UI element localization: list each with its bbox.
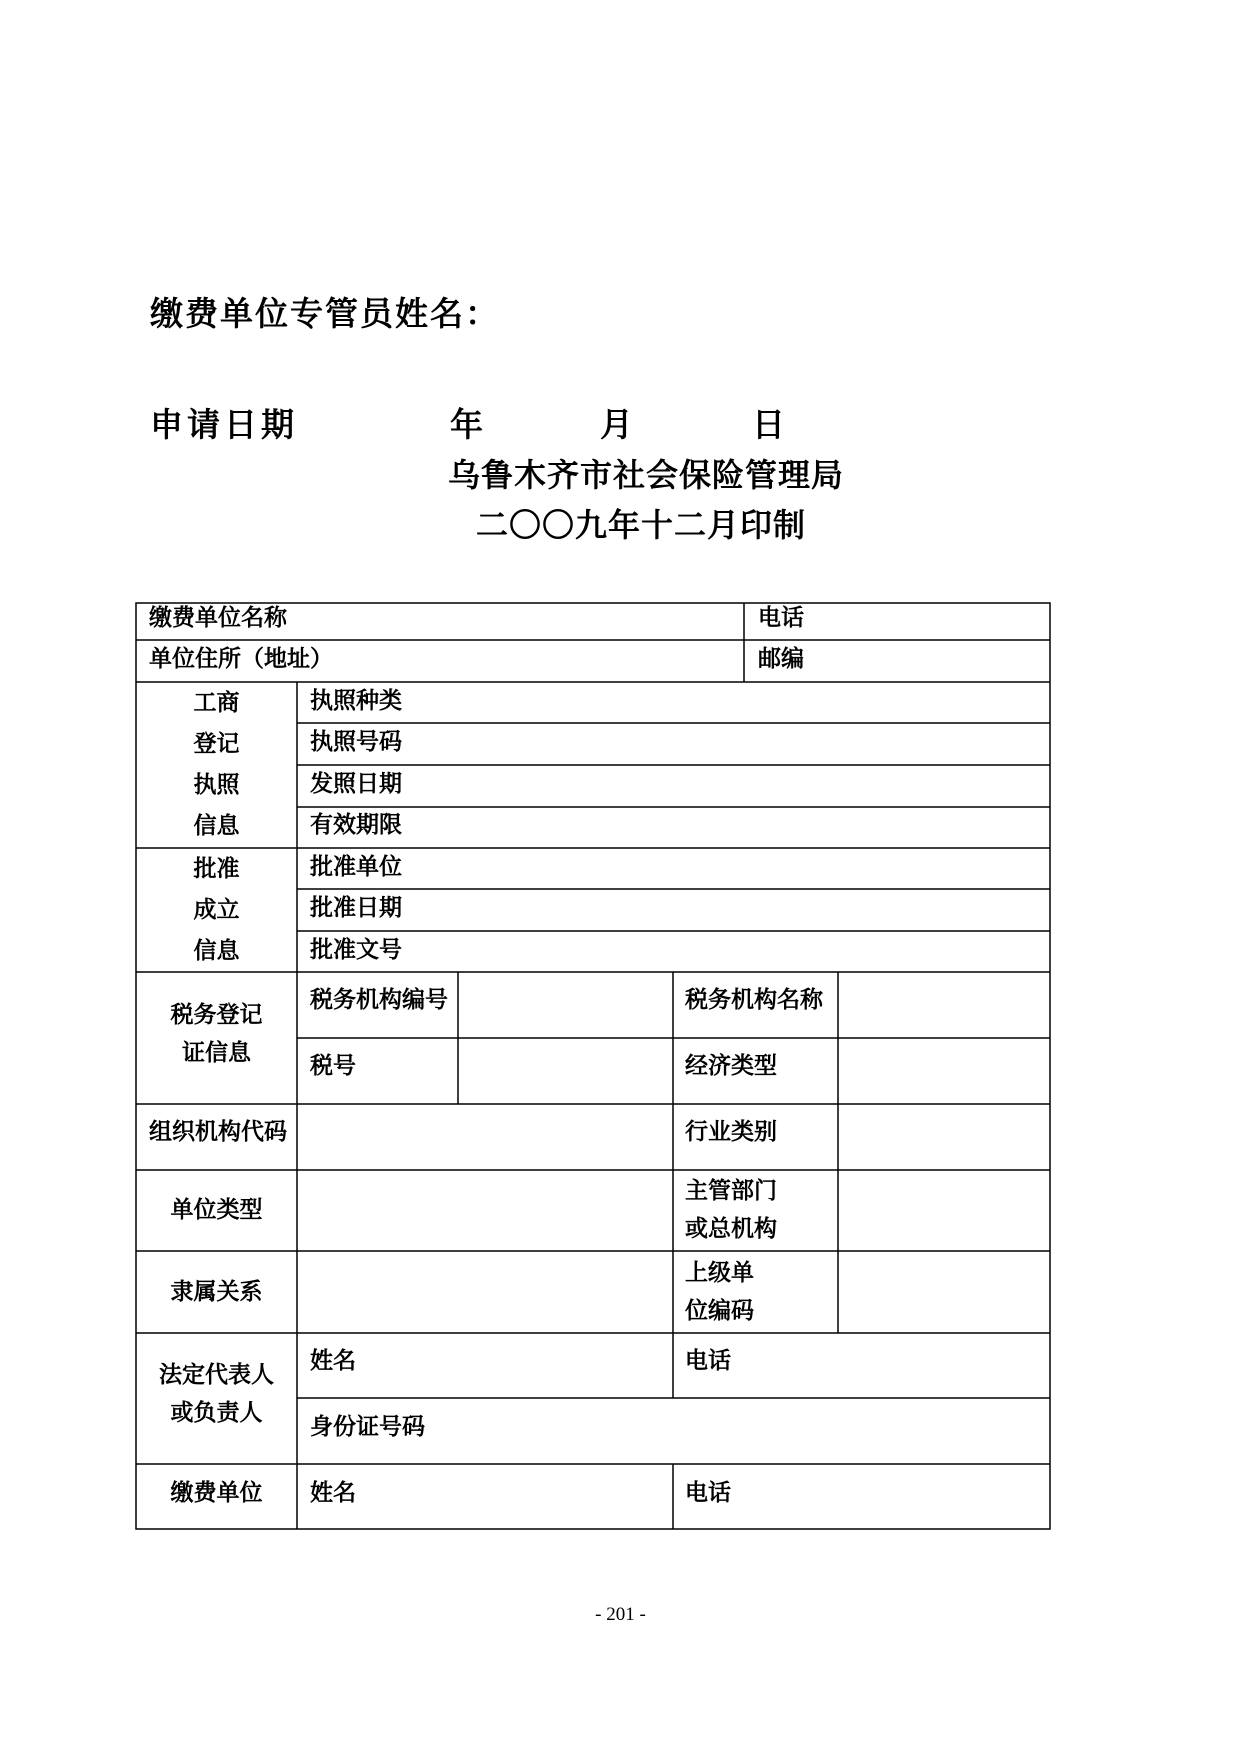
tax-section-line: 税务登记 [170,1001,263,1028]
legal-rep-phone-label: 电话 [685,1347,731,1374]
legal-rep-section-label [136,1356,297,1432]
print-date: 二〇〇九年十二月印制 [476,506,807,544]
application-date-label: 申请日期 [150,405,298,444]
unit-address-label: 单位住所（地址） [149,645,333,672]
page-number: - 201 - [595,1604,646,1625]
supervising-dept-line: 或总机构 [685,1215,777,1242]
economic-type-label: 经济类型 [685,1052,777,1079]
tax-section-line: 证信息 [182,1039,251,1066]
legal-rep-section-line: 或负责人 [170,1399,263,1426]
tax-number-label: 税号 [310,1052,356,1079]
date-year-label: 年 [450,405,483,444]
date-day-label: 日 [752,405,785,444]
officer-name-label: 缴费单位专管员姓名： [150,294,500,333]
license-section-line: 信息 [193,812,240,839]
license-section-line: 工商 [193,689,240,716]
superior-code-line: 位编码 [685,1297,754,1324]
tax-office-name-label: 税务机构名称 [685,986,823,1013]
license-section-line: 登记 [193,730,240,757]
superior-code-label [685,1254,754,1330]
industry-category-label: 行业类别 [685,1118,777,1145]
postcode-label: 邮编 [758,645,804,672]
approval-section-label [136,848,297,971]
approval-section-line: 信息 [193,937,240,964]
tax-office-code-label: 税务机构编号 [310,986,448,1013]
license-section-label [136,682,297,846]
date-month-label: 月 [600,405,633,444]
payer-unit-label: 缴费单位 [170,1479,263,1506]
approval-doc-number-label: 批准文号 [310,936,402,963]
approval-section-line: 批准 [193,855,240,882]
approval-section-line: 成立 [193,896,240,923]
license-section-line: 执照 [193,771,240,798]
legal-rep-section-line: 法定代表人 [159,1361,274,1388]
payer-name-label: 姓名 [310,1479,356,1506]
org-code-label: 组织机构代码 [149,1118,287,1145]
approval-date-label: 批准日期 [310,894,402,921]
affiliation-label: 隶属关系 [170,1278,263,1305]
id-number-label: 身份证号码 [310,1413,425,1440]
license-validity-label: 有效期限 [310,811,402,838]
payer-phone-label: 电话 [685,1479,731,1506]
approval-unit-label: 批准单位 [310,853,402,880]
license-issue-date-label: 发照日期 [310,770,402,797]
issuer-name: 乌鲁木齐市社会保险管理局 [448,456,845,494]
phone-label: 电话 [758,604,804,631]
supervising-dept-line: 主管部门 [685,1177,777,1204]
unit-type-label: 单位类型 [170,1196,263,1223]
legal-rep-name-label: 姓名 [310,1347,356,1374]
superior-code-line: 上级单 [685,1259,754,1286]
tax-section-label [136,996,297,1072]
license-number-label: 执照号码 [310,728,402,755]
unit-name-label: 缴费单位名称 [149,604,287,631]
license-type-label: 执照种类 [310,687,402,714]
supervising-dept-label [685,1172,777,1248]
